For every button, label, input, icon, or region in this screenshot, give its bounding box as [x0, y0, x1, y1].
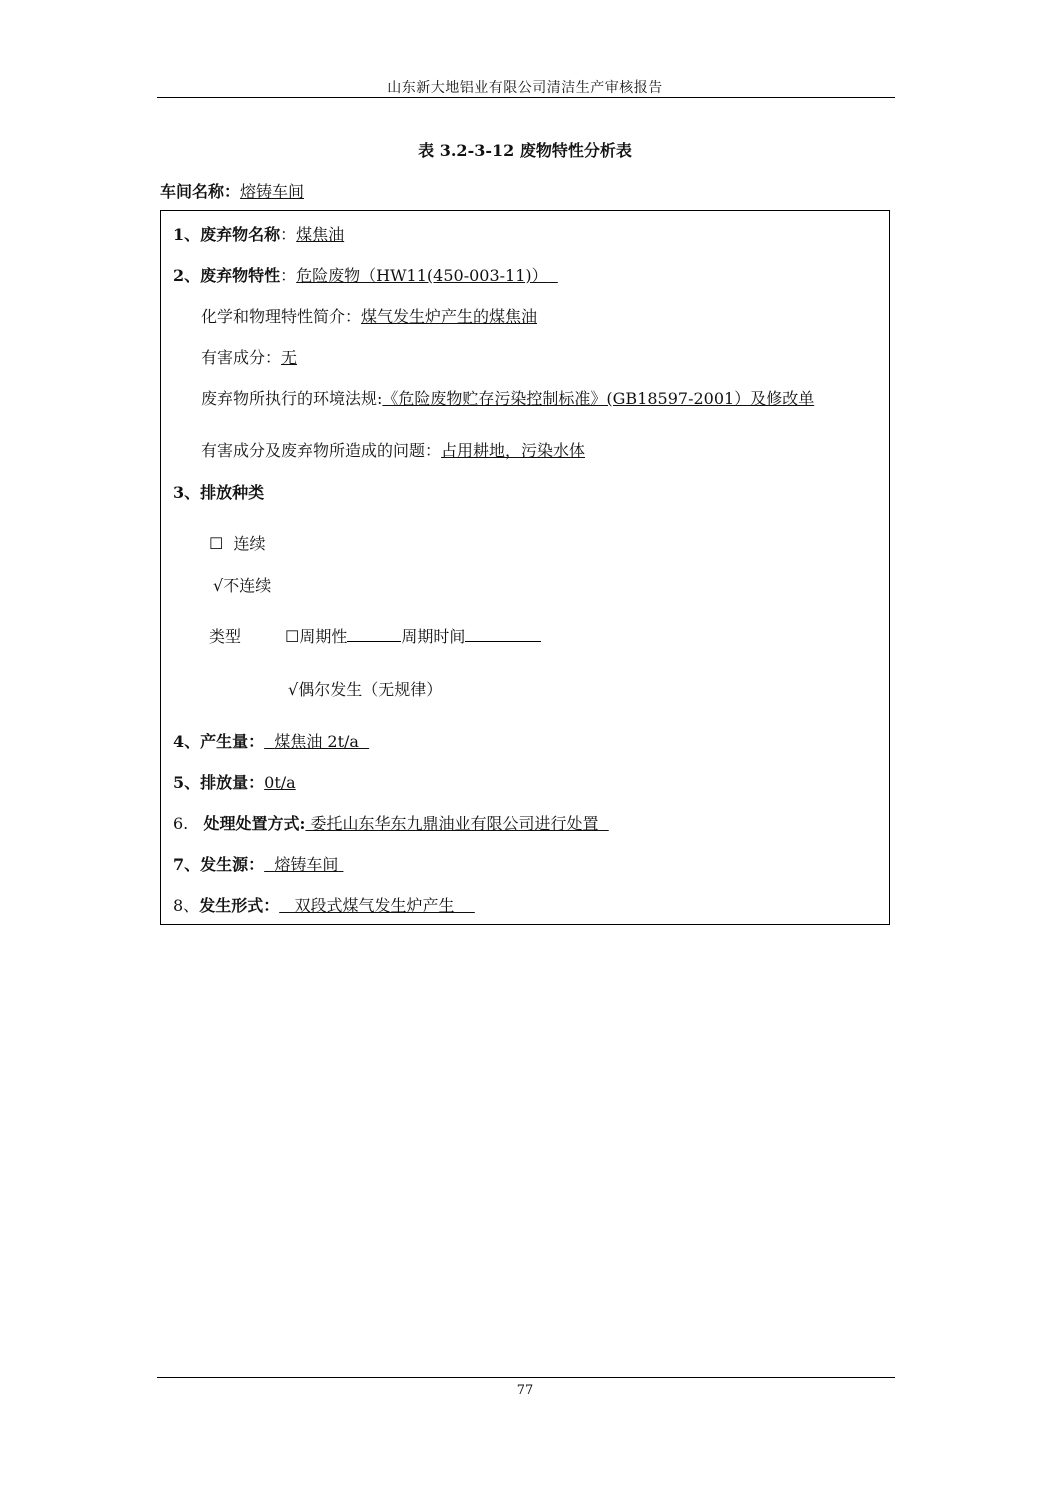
- table-title: 表 3.2-3-12 废物特性分析表: [418, 141, 632, 160]
- periodic-checkbox-icon: ☐: [285, 627, 300, 646]
- waste-property-sep: ：: [280, 266, 297, 285]
- page-number: 77: [516, 1383, 534, 1398]
- emission-value: 0t/a: [264, 773, 296, 792]
- production-value: 煤焦油 2t/a: [274, 732, 359, 751]
- problems-line: [201, 438, 585, 461]
- disposal-label: 处理处置方式:: [203, 814, 306, 833]
- problems-label: 有害成分及废弃物所造成的问题：: [201, 441, 442, 460]
- problems-value: 占用耕地，污染水体: [441, 441, 586, 460]
- production-line: [173, 729, 369, 752]
- waste-name-sep: ：: [280, 225, 297, 244]
- form-num: 8、: [173, 896, 200, 915]
- discontinuous-label: 不连续: [223, 576, 272, 595]
- form-label: 发生形式：: [199, 896, 280, 915]
- type-label: 类型: [209, 627, 242, 646]
- source-line: [173, 852, 343, 875]
- continuous-checkbox-icon: ☐: [209, 534, 224, 553]
- occasional-option: [288, 677, 442, 700]
- period-time-label: 周期时间: [401, 627, 466, 646]
- disposal-num: 6.: [173, 814, 189, 833]
- periodic-blank: [347, 627, 401, 642]
- regulation-value: 《危险废物贮存污染控制标准》(GB18597-2001）及修改单: [382, 389, 815, 408]
- emission-line: [173, 770, 296, 793]
- source-label: 7、发生源：: [173, 855, 265, 874]
- harmful-label: 有害成分：: [201, 348, 282, 367]
- waste-property-label: 2、废弃物特性: [173, 266, 281, 285]
- discharge-type-heading: 3、排放种类: [173, 483, 265, 502]
- harmful-line: [201, 345, 297, 368]
- source-value: 熔铸车间: [274, 855, 339, 874]
- footer-rule: [157, 1377, 895, 1378]
- disposal-value: 委托山东华东九鼎油业有限公司进行处置: [310, 814, 599, 833]
- form-line: [173, 893, 475, 916]
- type-row: [209, 624, 241, 647]
- chem-phys-value: 煤气发生炉产生的煤焦油: [361, 307, 538, 326]
- waste-name-line: [173, 222, 344, 245]
- discontinuous-option: [213, 573, 271, 596]
- discontinuous-check-icon: √: [213, 576, 224, 595]
- regulation-label: 废弃物所执行的环境法规:: [201, 389, 383, 408]
- chem-phys-line: [201, 304, 537, 327]
- page-header-title: 山东新大地铝业有限公司清洁生产审核报告: [387, 80, 663, 96]
- workshop-line: [160, 179, 304, 202]
- production-label: 4、产生量：: [173, 732, 265, 751]
- continuous-label: 连续: [233, 534, 266, 553]
- periodic-label: 周期性: [299, 627, 348, 646]
- waste-property-value: 危险废物（HW11(450-003-11)）: [296, 266, 548, 285]
- waste-analysis-box: [160, 210, 890, 925]
- harmful-value: 无: [281, 348, 298, 367]
- form-value: 双段式煤气发生炉产生: [294, 896, 455, 915]
- emission-label: 5、排放量：: [173, 773, 265, 792]
- chem-phys-label: 化学和物理特性简介：: [201, 307, 362, 326]
- occasional-label: 偶尔发生（无规律）: [298, 680, 443, 699]
- workshop-value: 熔铸车间: [240, 182, 305, 201]
- periodic-option: [285, 624, 541, 647]
- waste-name-value: 煤焦油: [296, 225, 345, 244]
- waste-property-line: [173, 263, 558, 286]
- regulation-line: [201, 386, 814, 409]
- period-time-blank: [465, 627, 541, 642]
- waste-name-label: 1、废弃物名称: [173, 225, 281, 244]
- header-rule: [157, 97, 895, 98]
- workshop-label: 车间名称：: [160, 182, 241, 201]
- continuous-option: [209, 531, 266, 554]
- disposal-line: [173, 811, 609, 834]
- occasional-check-icon: √: [288, 680, 299, 699]
